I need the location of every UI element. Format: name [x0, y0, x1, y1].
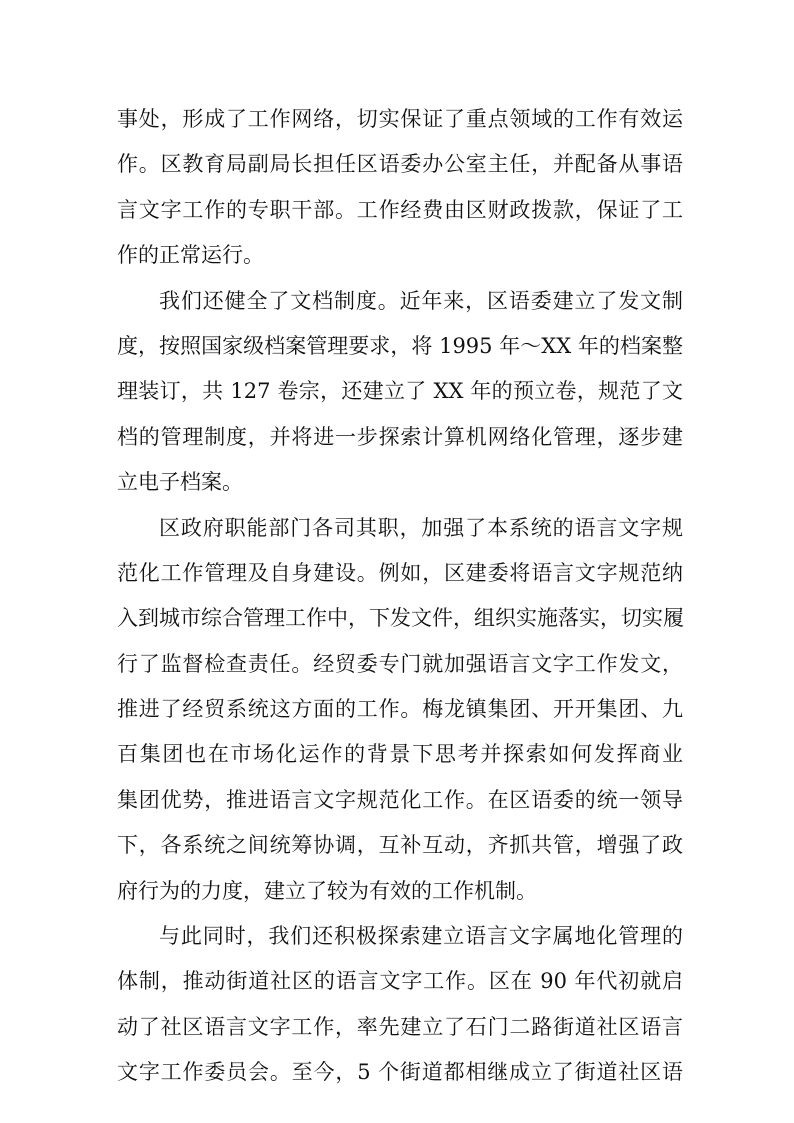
- text-line: 作。区教育局副局长担任区语委办公室主任，并配备从事语: [117, 152, 683, 177]
- paragraph-1: [117, 97, 683, 279]
- text-line: 下，各系统之间统筹协调，互补互动，齐抓共管，增强了政: [117, 833, 683, 858]
- text-line: 度，按照国家级档案管理要求，将 1995 年～XX 年的档案整: [117, 333, 683, 358]
- text-line: 推进了经贸系统这方面的工作。梅龙镇集团、开开集团、九: [117, 697, 683, 722]
- text-line: 文字工作委员会。至今，5 个街道都相继成立了街道社区语: [117, 1060, 683, 1085]
- text-line: 理装订，共 127 卷宗，还建立了 XX 年的预立卷，规范了文: [117, 379, 683, 404]
- text-line: 入到城市综合管理工作中，下发文件，组织实施落实，切实履: [117, 606, 684, 631]
- text-line: 体制，推动街道社区的语言文字工作。区在 90 年代初就启: [117, 969, 683, 994]
- paragraph-4: [117, 914, 683, 1096]
- text-line: 档的管理制度，并将进一步探索计算机网络化管理，逐步建: [117, 424, 683, 449]
- text-line: 言文字工作的专职干部。工作经费由区财政拨款，保证了工: [117, 197, 683, 222]
- text-line: 行了监督检查责任。经贸委专门就加强语言文字工作发文，: [117, 651, 683, 676]
- text-line: 集团优势，推进语言文字规范化工作。在区语委的统一领导: [117, 787, 683, 812]
- body-text: [117, 97, 683, 1096]
- paragraph-2: [117, 279, 683, 506]
- text-line: 范化工作管理及自身建设。例如，区建委将语言文字规范纳: [117, 560, 683, 585]
- text-line: 我们还健全了文档制度。近年来，区语委建立了发文制: [159, 288, 683, 313]
- text-line: 百集团也在市场化运作的背景下思考并探索如何发挥商业: [117, 742, 683, 767]
- text-line: 动了社区语言文字工作，率先建立了石门二路街道社区语言: [117, 1014, 683, 1039]
- text-line: 立电子档案。: [117, 470, 243, 495]
- paragraph-3: [117, 506, 683, 915]
- text-line: 区政府职能部门各司其职，加强了本系统的语言文字规: [159, 515, 683, 540]
- text-line: 事处，形成了工作网络，切实保证了重点领域的工作有效运: [117, 107, 683, 131]
- text-line: 作的正常运行。: [117, 243, 264, 268]
- text-line: 府行为的力度，建立了较为有效的工作机制。: [117, 878, 537, 903]
- text-line: 与此同时，我们还积极探索建立语言文字属地化管理的: [159, 924, 683, 949]
